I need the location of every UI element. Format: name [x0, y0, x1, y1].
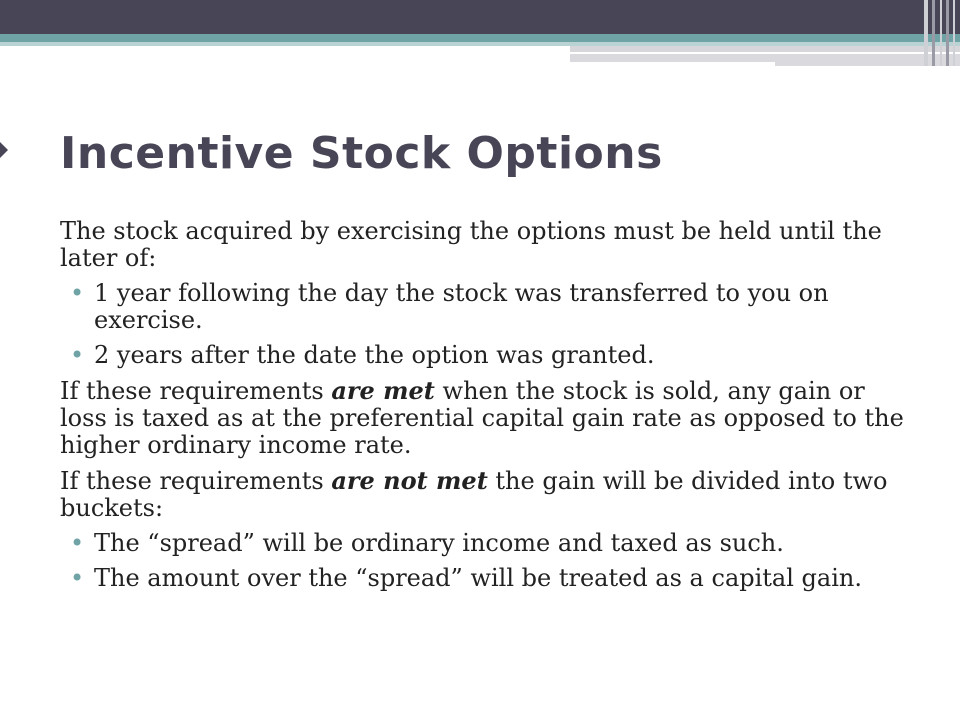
header-stripe — [940, 0, 942, 66]
met-emphasis: are met — [331, 376, 435, 405]
met-rest: when the stock is sold, any gain or loss is taxed as at the preferential capital gain rate as opposed to the higher ordinary income rate. — [60, 377, 904, 459]
slide-title: Incentive Stock Options — [60, 128, 663, 179]
slide-body — [60, 218, 905, 600]
header-bar-dark — [0, 0, 960, 34]
met-lead: If these requirements — [60, 377, 332, 405]
not-met-rest: the gain will be divided into two buckets: — [60, 467, 888, 522]
bullet-icon: • — [70, 564, 85, 592]
intro-paragraph: The stock acquired by exercising the options must be held until the later of: — [60, 217, 882, 272]
header-bar-gap-lower — [570, 62, 775, 66]
requirements-not-met-paragraph — [60, 467, 905, 522]
requirements-met-paragraph — [60, 377, 905, 459]
not-met-emphasis: are not met — [331, 466, 488, 495]
header-stripe — [946, 0, 949, 66]
holding-requirements-list — [60, 280, 905, 369]
list-item-text: The “spread” will be ordinary income and taxed as such. — [94, 529, 784, 557]
list-item — [60, 280, 905, 334]
bullet-icon: • — [70, 341, 85, 369]
not-met-lead: If these requirements — [60, 467, 332, 495]
list-item — [60, 565, 905, 592]
list-item — [60, 342, 905, 369]
header-stripe — [932, 0, 935, 66]
title-marker-icon — [0, 142, 8, 158]
buckets-list — [60, 530, 905, 592]
list-item — [60, 530, 905, 557]
header-stripe — [953, 0, 955, 66]
header-stripe — [924, 0, 928, 66]
bullet-icon: • — [70, 529, 85, 557]
header-bar-teal — [0, 34, 960, 42]
list-item-text: The amount over the “spread” will be treated as a capital gain. — [94, 564, 862, 592]
list-item-text: 2 years after the date the option was granted. — [94, 341, 655, 369]
list-item-text: 1 year following the day the stock was transferred to you on exercise. — [94, 279, 829, 334]
bullet-icon: • — [70, 279, 85, 307]
